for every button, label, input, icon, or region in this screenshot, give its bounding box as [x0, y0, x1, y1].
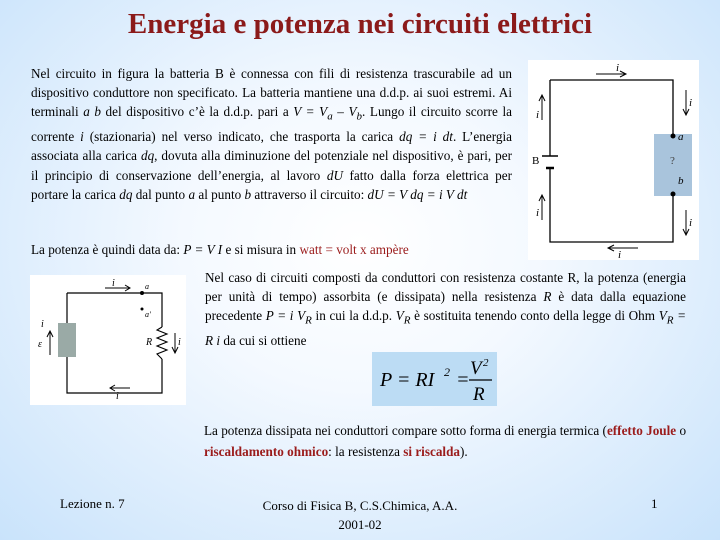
equation-ohm: $V_R = R$ i [205, 308, 687, 349]
label-b: b [678, 175, 684, 187]
terminal-b [671, 192, 676, 197]
svg-text:i: i [116, 391, 119, 402]
arrow-left-up-2 [539, 195, 545, 220]
svg-text:i: i [689, 97, 693, 109]
text: Nel circuito in figura la batteria B è connessa con fili di resistenza trascurabile ad un dispositivo conduttore non specificato. La batteria mantiene una d.d.p. ai suoi estremi. Ai terminali [31, 66, 512, 120]
equation-dq: dq = i dt [399, 129, 453, 145]
formula-exp: 2 [444, 365, 450, 379]
arrow-top [596, 71, 626, 77]
node-a [140, 291, 144, 295]
arrow-top [105, 285, 130, 291]
svg-text:a': a' [145, 310, 151, 319]
var-dq: dq [119, 186, 133, 202]
svg-text:i: i [618, 249, 622, 260]
arrow-left [47, 331, 53, 355]
svg-text:a: a [145, 282, 149, 291]
text: dal punto [132, 186, 189, 202]
svg-text:i: i [112, 278, 115, 289]
equation-p-ivr: P = i $V_R$ [265, 308, 312, 328]
text: fatto dalla forza elettrica per portare la carica [31, 167, 512, 202]
formula-equals: = [456, 369, 470, 391]
circuit-diagram-1 [528, 60, 699, 260]
power-formula [372, 352, 497, 406]
circuit-diagram-2 [30, 275, 186, 405]
svg-text:i: i [616, 62, 620, 74]
text: attraverso il circuito: [251, 186, 368, 202]
svg-text:i: i [536, 109, 540, 121]
var-du: dU [326, 167, 343, 183]
power-definition: La potenza è quindi data da: P = V I e si misura in watt = volt x ampère [31, 242, 409, 257]
emf-source [58, 323, 76, 357]
terminal-a [671, 134, 676, 139]
slide-title: Energia e potenza nei circuiti elettrici [127, 8, 593, 40]
unit-text: watt = volt x ampère [299, 242, 409, 257]
formula-num-exp: 2 [483, 357, 489, 369]
var-vr: $V_R$ [395, 308, 411, 328]
var-a: a [83, 104, 90, 120]
label-emf: ε [38, 339, 42, 350]
paragraph-resistance: Nel caso di circuiti composti da conduttori con resistenza costante R, la potenza (energia per unità di tempo) assorbita (e dissipata) nella resistenza R è data dalla equazione precedente P = i $V_R$ in cui la d.d.p. $V_R$ è sostituita tenendo conto della legge di Ohm $V_R = R$ i da cui si ottiene [205, 270, 687, 349]
resistor-zigzag [157, 327, 167, 359]
formula-numerator: V [470, 358, 482, 379]
equation-v: $V = V_a - V_b$ [293, 104, 363, 124]
term-heats: si riscalda [403, 444, 461, 459]
var-b: b [94, 104, 101, 120]
formula-denominator: R [473, 384, 485, 405]
paragraph-joule: La potenza dissipata nei conduttori compare sotto forma di energia termica (effetto Joule o riscaldamento ohmico: la resistenza si riscalda). [204, 423, 687, 459]
label-a: a [678, 131, 684, 143]
label-r: R [146, 337, 153, 348]
svg-text:i: i [689, 217, 693, 229]
text: . L’energia associata alla carica [31, 129, 512, 164]
paragraph-intro [31, 64, 512, 204]
arrow-bottom [608, 245, 638, 251]
text: del dispositivo c’è la d.d.p. pari a [100, 104, 294, 120]
var-dq: dq [140, 148, 155, 164]
var-a: a [188, 186, 196, 202]
text: , dovuta alla diminuzione del potenziale nel dispositivo, è pari, per il principio di conservazione dell’energia, al lavoro [31, 148, 512, 183]
text: al punto [195, 186, 245, 202]
svg-text:i: i [178, 337, 181, 348]
var-i: i [80, 129, 84, 145]
text: (stazionaria) nel verso indicato, che trasporta la carica [83, 129, 400, 145]
formula-lhs: P = RI [380, 369, 435, 391]
term-ohmic: riscaldamento ohmico [204, 444, 329, 459]
arrow-left-up [539, 95, 545, 120]
footer-page-number: 1 [651, 496, 658, 511]
term-joule: effetto Joule [606, 423, 677, 438]
node-a-prime [141, 308, 144, 311]
arrow-bottom [110, 385, 130, 391]
var-b: b [244, 186, 252, 202]
svg-text:i: i [536, 207, 540, 219]
footer-lesson: Lezione n. 7 [60, 496, 125, 511]
text: . Lungo il circuito scorre la corrente [31, 104, 512, 145]
equation-du: dU = V dq = i V dt [367, 186, 468, 202]
equation-power: P = V I [183, 242, 223, 257]
circuit-figure-resistor [30, 275, 186, 405]
label-battery: B [532, 155, 540, 167]
label-unknown: ? [670, 155, 675, 167]
footer-course: Corso di Fisica B, C.S.Chimica, A.A. 2001-02 [262, 498, 458, 532]
circuit-figure-battery [528, 60, 699, 260]
svg-text:i: i [41, 319, 44, 330]
formula-svg [372, 352, 497, 406]
